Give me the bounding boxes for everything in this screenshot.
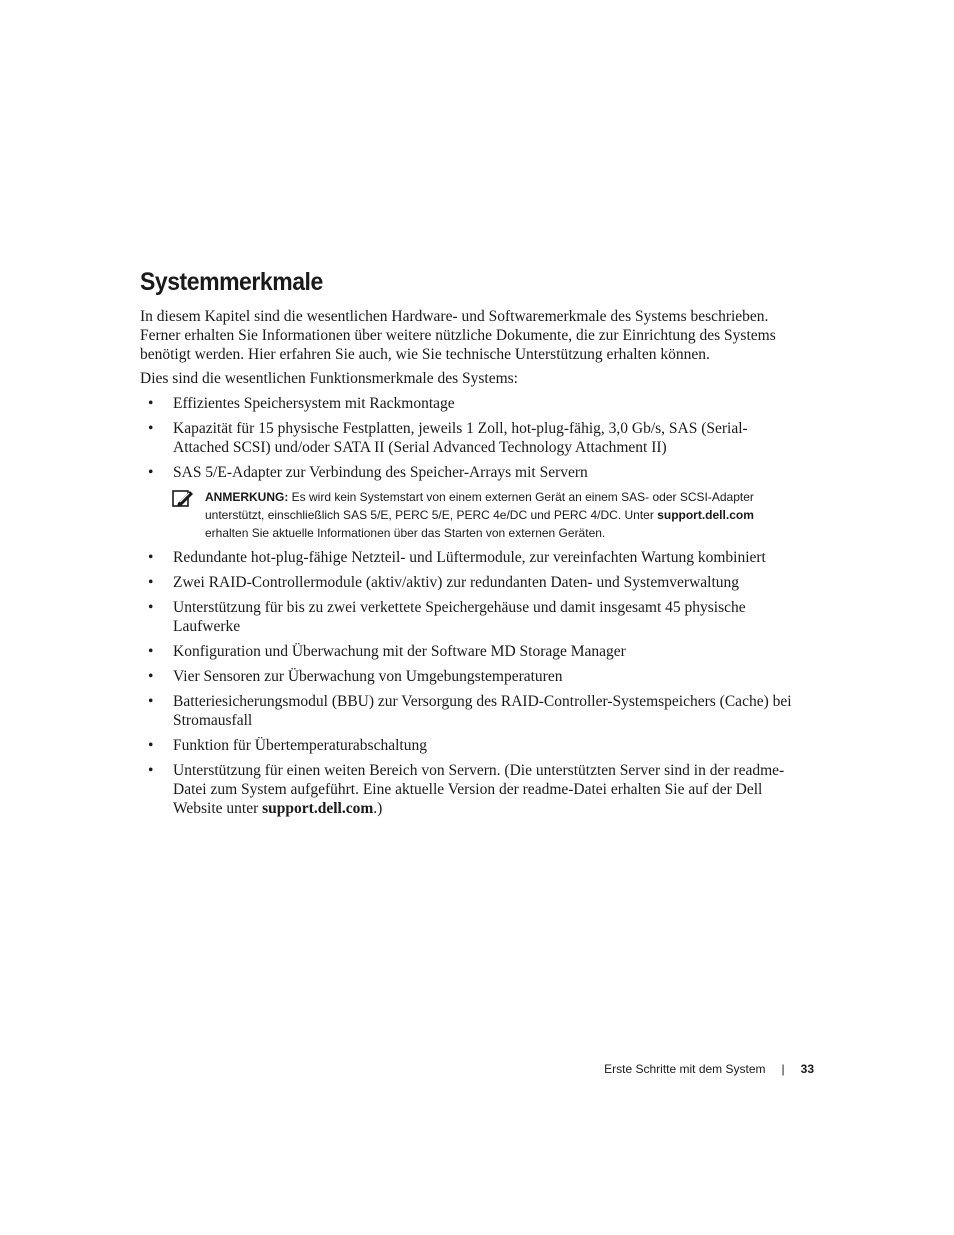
features-lead: Dies sind die wesentlichen Funktionsmerkmale des Systems: — [140, 370, 518, 387]
list-item: • Konfiguration und Überwachung mit der Software MD Storage Manager — [148, 643, 626, 660]
intro-paragraph: In diesem Kapitel sind die wesentlichen Hardware- und Softwaremerkmale des Systems beschrieben. Ferner erhalten Sie Informationen über weitere nützliche Dokumente, die zur Einrichtung des Systems benötigt werden. Hier erfahren Sie auch, wie Sie technische Unterstützung erhalten können. — [140, 308, 776, 363]
feature-list — [140, 394, 800, 482]
page-body — [140, 307, 800, 824]
list-item: • Unterstützung für bis zu zwei verkettete Speichergehäuse und damit insgesamt 45 physische Laufwerke — [148, 599, 746, 635]
feature-list-continued — [140, 548, 800, 818]
bullet-icon: • — [148, 737, 154, 754]
footer-section-title: Erste Schritte mit dem System — [604, 1062, 766, 1076]
list-item: • Batteriesicherungsmodul (BBU) zur Versorgung des RAID-Controller-Systemspeichers (Cache) bei Stromausfall — [148, 693, 792, 729]
bullet-icon: • — [148, 464, 154, 481]
support-link[interactable]: support.dell.com — [262, 800, 374, 817]
note-link[interactable]: support.dell.com — [657, 508, 754, 522]
note-pencil-icon — [172, 489, 194, 507]
list-item: • Vier Sensoren zur Überwachung von Umgebungstemperaturen — [148, 668, 563, 685]
page-number: 33 — [800, 1062, 814, 1076]
note-text: Es wird kein Systemstart von einem externen Gerät an einem SAS- oder SCSI-Adapter unterstützt, einschließlich SAS 5/E, PERC 5/E, PERC 4e/DC und PERC 4/DC. Unter — [205, 490, 754, 522]
list-item: • Funktion für Übertemperaturabschaltung — [148, 737, 427, 754]
page-footer — [560, 1062, 814, 1076]
bullet-icon: • — [148, 549, 154, 566]
server-support-text: Unterstützung für einen weiten Bereich von Servern. (Die unterstützten Server sind in der readme-Datei zum System aufgeführt. Eine aktuelle Version der readme-Datei erhalten Sie auf der Dell Website unter — [173, 762, 785, 817]
list-item: • Effizientes Speichersystem mit Rackmontage — [148, 395, 455, 412]
page-title: Systemmerkmale — [140, 268, 323, 296]
list-item: • Kapazität für 15 physische Festplatten, jeweils 1 Zoll, hot-plug-fähig, 3,0 Gb/s, SAS (Serial-Attached SCSI) und/oder SATA II (Serial Advanced Technology Attachment II) — [148, 420, 748, 456]
note-text-after: erhalten Sie aktuelle Informationen über das Starten von externen Geräten. — [205, 526, 606, 540]
list-item: • SAS 5/E-Adapter zur Verbindung des Speicher-Arrays mit Servern — [148, 464, 588, 481]
list-item: • Unterstützung für einen weiten Bereich von Servern. (Die unterstützten Server sind in der readme-Datei zum System aufgeführt. Eine aktuelle Version der readme-Datei erhalten Sie auf der Dell Website unter support.dell.com.) — [148, 762, 785, 817]
footer-separator: | — [781, 1062, 785, 1076]
bullet-icon: • — [148, 762, 154, 779]
bullet-icon: • — [148, 668, 154, 685]
bullet-icon: • — [148, 395, 154, 412]
note-box — [140, 488, 785, 542]
bullet-icon: • — [148, 574, 154, 591]
bullet-icon: • — [148, 420, 154, 437]
bullet-icon: • — [148, 599, 154, 616]
note-label: ANMERKUNG: — [205, 490, 289, 504]
bullet-icon: • — [148, 643, 154, 660]
list-item: • Zwei RAID-Controllermodule (aktiv/aktiv) zur redundanten Daten- und Systemverwaltung — [148, 574, 740, 591]
bullet-icon: • — [148, 693, 154, 710]
list-item: • Redundante hot-plug-fähige Netzteil- und Lüftermodule, zur vereinfachten Wartung kombiniert — [148, 549, 766, 566]
